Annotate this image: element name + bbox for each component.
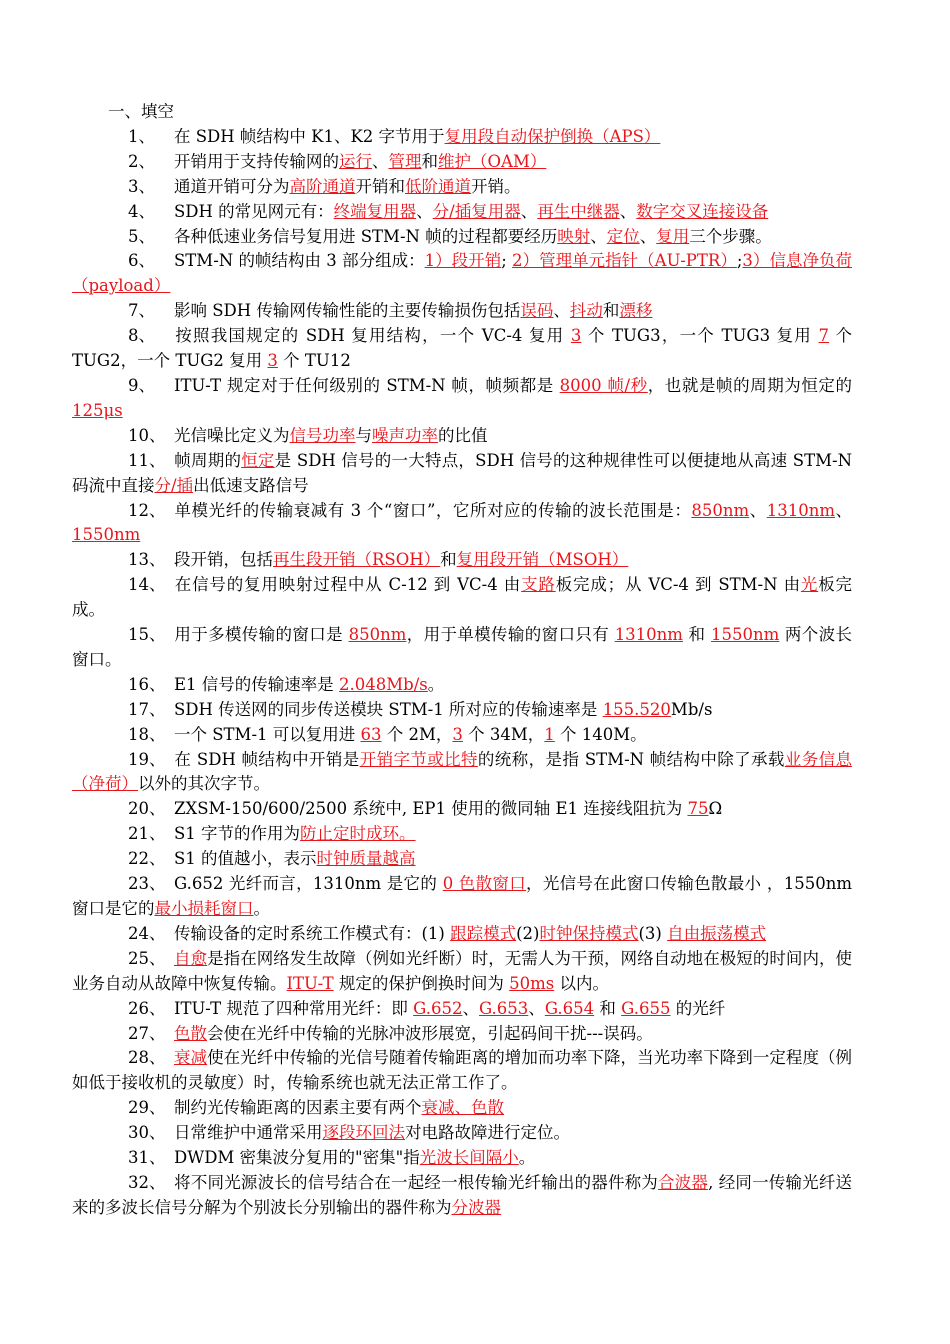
question-text: S1 的值越小，表示 [174,849,317,869]
question-text: 将不同光源波长的信号结合在一起经一根传输光纤输出的器件称为 [174,1172,658,1192]
question-item [72,1096,852,1121]
question-number: 12、 [128,500,166,520]
question-text: 在 SDH 帧结构中 K1、K2 字节用于 [174,126,445,146]
question-item [72,1171,852,1221]
answer-text: 1310nm [766,500,835,520]
question-text: S1 字节的作用为 [174,824,301,844]
answer-text: 衰减、色散 [421,1098,504,1118]
answer-text: 最小损耗窗口 [154,899,254,918]
question-item [72,922,852,947]
question-item [72,548,852,573]
answer-text: 1）段开销 [424,251,502,271]
answer-text: 衰减 [174,1048,208,1068]
question-number: 7、 [128,301,155,321]
question-text: 按照我国规定的 SDH 复用结构，一个 VC-4 复用 [174,326,571,346]
answer-text: 1 [544,724,555,744]
question-item [72,573,852,623]
question-text: 、 [416,201,433,221]
question-number: 30、 [128,1123,166,1143]
question-number: 1、 [128,126,155,146]
question-item [72,872,852,922]
question-text: 、 [749,500,767,520]
question-text: 板完成；从 VC-4 到 STM-N 由 [555,575,801,595]
answer-text: 75 [687,799,709,819]
question-text: 段开销，包括 [174,550,273,570]
answer-text: 分波器 [451,1197,501,1217]
answer-text: 155.520 [602,699,671,719]
question-number: 22、 [128,849,166,869]
question-item [72,947,852,997]
question-number: 4、 [128,201,155,221]
question-item [72,997,852,1022]
question-item [72,449,852,499]
answer-text: 3 [452,724,463,744]
question-text: 和 [421,151,438,171]
answer-text: 映射 [557,226,591,246]
answer-text: G.655 [621,998,671,1018]
question-number: 31、 [128,1148,166,1168]
answer-text: ITU-T [286,973,334,993]
question-item [72,673,852,698]
question-item [72,847,852,872]
answer-text: G.653 [478,998,529,1018]
question-number: 19、 [128,749,166,769]
question-text: 在 SDH 帧结构中开销是 [174,749,360,769]
answer-text: 0 色散窗口 [442,874,527,894]
answer-text: 噪声功率 [372,425,438,445]
question-text: ; [501,251,513,271]
question-item [72,723,852,748]
question-number: 5、 [128,226,155,246]
question-text: ，光信号在此窗口传输色散最小 ，1550nm 窗口是它的 [72,874,852,918]
answer-text: 850nm [348,625,407,645]
question-text: 帧周期的 [174,450,242,470]
answer-text: 再生中继器 [537,201,620,221]
question-text: ，用于单模传输的窗口只有 [406,625,615,645]
question-text: 影响 SDH 传输网传输性能的主要传输损伤包括 [174,301,521,321]
question-text: 三个步骤。 [689,226,772,246]
question-text: 、 [834,500,853,520]
question-text: 和 [440,550,457,570]
question-text: DWDM 密集波分复用的"密集"指 [174,1148,420,1168]
answer-text: 再生段开销（RSOH） [273,550,441,570]
question-item [72,1046,852,1096]
question-item [72,1022,852,1047]
answer-text: 恒定 [241,450,275,470]
question-text: 对电路故障进行定位。 [405,1123,570,1143]
question-item [72,249,852,299]
answer-text: 50ms [509,973,555,993]
answer-text: 1310nm [614,625,683,645]
question-text: 和 [602,301,620,321]
answer-text: 光波长间隔小 [419,1148,519,1168]
answer-text: 2.048Mb/s [339,674,428,694]
answer-text: 逐段环回法 [322,1123,405,1143]
question-number: 18、 [128,724,166,744]
question-text: 的统称，是指 STM-N 帧结构中除了承载 [477,749,785,769]
question-text: 。 [253,899,270,918]
question-number: 21、 [128,824,166,844]
question-text: 规定的保护倒换时间为 [333,973,510,993]
answer-text: 时钟保持模式 [539,923,639,943]
answer-text: 复用段自动保护倒换（APS） [444,126,661,146]
answer-text: 自愈 [174,948,208,968]
question-text: ; [736,251,743,271]
answer-text: 2）管理单元指针（AU-PTR） [512,251,737,271]
question-text: E1 信号的传输速率是 [174,674,340,694]
question-item [72,299,852,324]
question-number: 3、 [128,176,155,196]
answer-text: 分/插复用器 [432,201,521,221]
question-text: (3) [638,923,668,943]
answer-text: 定位 [606,226,640,246]
question-number: 32、 [128,1172,166,1192]
question-item [72,200,852,225]
question-text: 。 [427,674,445,694]
section-title: 一、填空 [108,102,174,121]
question-text: 是 SDH 信号的一大特点，SDH 信号的这种规律性可以便捷地从高速 STM-N 码流中直接 [72,450,853,495]
question-number: 14、 [128,575,166,595]
question-text: 在信号的复用映射过程中从 C-12 到 VC-4 由 [174,575,522,595]
question-text: 、 [372,151,389,171]
answer-text: 开销字节或比特 [359,749,478,769]
answer-text: 1550nm [711,625,780,645]
question-item [72,822,852,847]
question-text: 通道开销可分为 [174,176,290,196]
question-text: 开销和 [355,176,405,196]
answer-text: 分/插 [154,475,194,495]
question-text: 板完成。 [72,575,853,620]
question-number: 13、 [128,550,166,570]
question-text: SDH 的常见网元有： [174,201,334,221]
question-item [72,748,852,798]
question-text: , 经同一传输光纤送来的多波长信号分解为个别波长分别输出的器件称为 [72,1172,853,1217]
question-number: 29、 [128,1098,166,1118]
question-text: 两个波长窗口。 [72,625,852,669]
question-text: 光信噪比定义为 [174,425,290,445]
question-number: 24、 [128,923,166,943]
question-number: 15、 [128,625,166,645]
question-text: 的比值 [438,425,488,445]
question-text: 使在光纤中传输的光信号随着传输距离的增加而功率下降，当光功率下降到一定程度（例如低于接收机的灵敏度）时，传输系统也就无法正常工作了。 [72,1048,853,1093]
question-number: 28、 [128,1048,166,1068]
question-text: Ω [708,799,723,819]
question-text: ，也就是帧的周期为恒定的 [647,375,853,395]
question-text: 、 [553,301,570,321]
answer-text: 跟踪模式 [450,923,517,943]
question-text: 会使在光纤中传输的光脉冲波形展宽，引起码间干扰---误码。 [207,1023,653,1043]
question-number: 11、 [128,450,166,470]
answer-text: 业务信息（净荷） [72,749,852,794]
question-text: ZXSM-150/600/2500 系统中, EP1 使用的微同轴 E1 连接线阻抗为 [174,799,688,819]
question-item [72,324,852,374]
answer-text: 漂移 [619,301,653,321]
answer-text: 管理 [388,151,422,171]
question-text: 、 [462,998,479,1018]
question-number: 25、 [128,948,166,968]
answer-text: 复用段开销（MSOH） [456,550,629,570]
question-number: 23、 [128,874,166,894]
question-text: 传输设备的定时系统工作模式有：(1) [174,923,451,943]
answer-text: 125μs [72,400,123,420]
question-text: 。 [518,1148,536,1168]
question-text: 、 [639,226,657,246]
question-text: 个 140M。 [554,724,647,744]
answer-text: 防止定时成环。 [300,824,416,844]
question-text: 的光纤 [670,998,726,1018]
question-text: 和 [594,998,622,1018]
question-item [72,499,852,549]
answer-text: 低阶通道 [405,176,471,196]
answer-text: 合波器 [658,1172,709,1192]
question-text: 以内。 [554,973,609,993]
question-item [72,125,852,150]
question-text: ITU-T 规定对于任何级别的 STM-N 帧，帧频都是 [174,375,560,395]
question-text: Mb/s [670,699,713,719]
question-text: 与 [355,425,372,445]
answer-text: 运行 [339,151,372,171]
question-number: 9、 [128,375,155,395]
question-number: 6、 [128,251,155,271]
answer-text: 高阶通道 [289,176,356,196]
question-text: 用于多模传输的窗口是 [174,625,349,645]
question-item [72,698,852,723]
answer-text: 时钟质量越高 [316,849,416,869]
answer-text: 3）信息净负荷（payload） [72,251,853,296]
answer-text: 抖动 [569,301,603,321]
question-text: 和 [682,625,712,645]
answer-text: 光 [800,575,819,595]
question-text: 个 34M， [462,724,545,744]
question-text: 以外的其次字节。 [138,774,270,794]
document-page [72,100,852,1221]
answer-text: 7 [818,326,830,346]
question-text: 单模光纤的传输衰减有 3 个“窗口”，它所对应的传输的波长范围是： [174,500,692,520]
answer-text: 850nm [691,500,750,520]
question-text: 一个 STM-1 可以复用进 [174,724,361,744]
answer-text: 复用 [656,226,690,246]
question-text: ITU-T 规范了四种常用光纤：即 [174,998,414,1018]
question-text: SDH 传送网的同步传送模块 STM-1 所对应的传输速率是 [174,699,603,719]
question-text: 各种低速业务信号复用进 STM-N 帧的过程都要经历 [174,226,558,246]
answer-text: 色散 [174,1023,207,1043]
question-text: 个 TU12 [277,351,351,371]
question-item [72,623,852,673]
question-text: 、 [619,201,637,221]
question-text: 开销。 [471,176,521,196]
answer-text: G.654 [544,998,595,1018]
question-text: 日常维护中通常采用 [174,1123,323,1143]
question-item [72,374,852,424]
question-text: (2) [516,923,540,943]
question-text: 是指在网络发生故障（例如光纤断）时，无需人为干预，网络自动地在极短的时间内，使业务自动从故障中恢复传输。 [72,948,853,993]
question-number: 27、 [128,1023,166,1043]
question-number: 16、 [128,674,166,694]
question-text: G.652 光纤而言，1310nm 是它的 [174,874,443,894]
question-text: 个 2M， [381,724,453,744]
question-text: 、 [590,226,607,246]
answer-text: 维护（OAM） [438,151,547,171]
answer-text: 支路 [521,575,556,595]
answer-text: 误码 [520,301,554,321]
answer-text: G.652 [413,998,463,1018]
question-number: 8、 [128,326,155,346]
question-text: STM-N 的帧结构由 3 部分组成： [174,251,425,271]
answer-text: 8000 帧/秒 [559,375,648,395]
question-item [72,424,852,449]
question-text: 个 TUG3，一个 TUG3 复用 [581,326,819,346]
question-text: 、 [520,201,538,221]
question-number: 17、 [128,699,166,719]
question-item [72,1121,852,1146]
question-item [72,175,852,200]
question-list [72,125,852,1221]
question-text: 制约光传输距离的因素主要有两个 [174,1098,422,1118]
question-number: 26、 [128,998,166,1018]
question-text: 个 TUG2，一个 TUG2 复用 [72,326,853,371]
question-item [72,150,852,175]
answer-text: 63 [360,724,382,744]
question-text: 、 [528,998,545,1018]
question-text: 出低速支路信号 [193,475,309,495]
answer-text: 3 [570,326,582,346]
question-number: 10、 [128,425,166,445]
answer-text: 终端复用器 [333,201,417,221]
answer-text: 1550nm [72,525,141,545]
answer-text: 数字交叉连接设备 [636,201,769,221]
question-number: 20、 [128,799,166,819]
question-text: 开销用于支持传输网的 [174,151,339,171]
question-item [72,797,852,822]
answer-text: 信号功率 [289,425,356,445]
question-item [72,1146,852,1171]
answer-text: 自由振荡模式 [667,923,767,943]
question-item [72,225,852,250]
question-number: 2、 [128,151,155,171]
answer-text: 3 [267,351,278,371]
